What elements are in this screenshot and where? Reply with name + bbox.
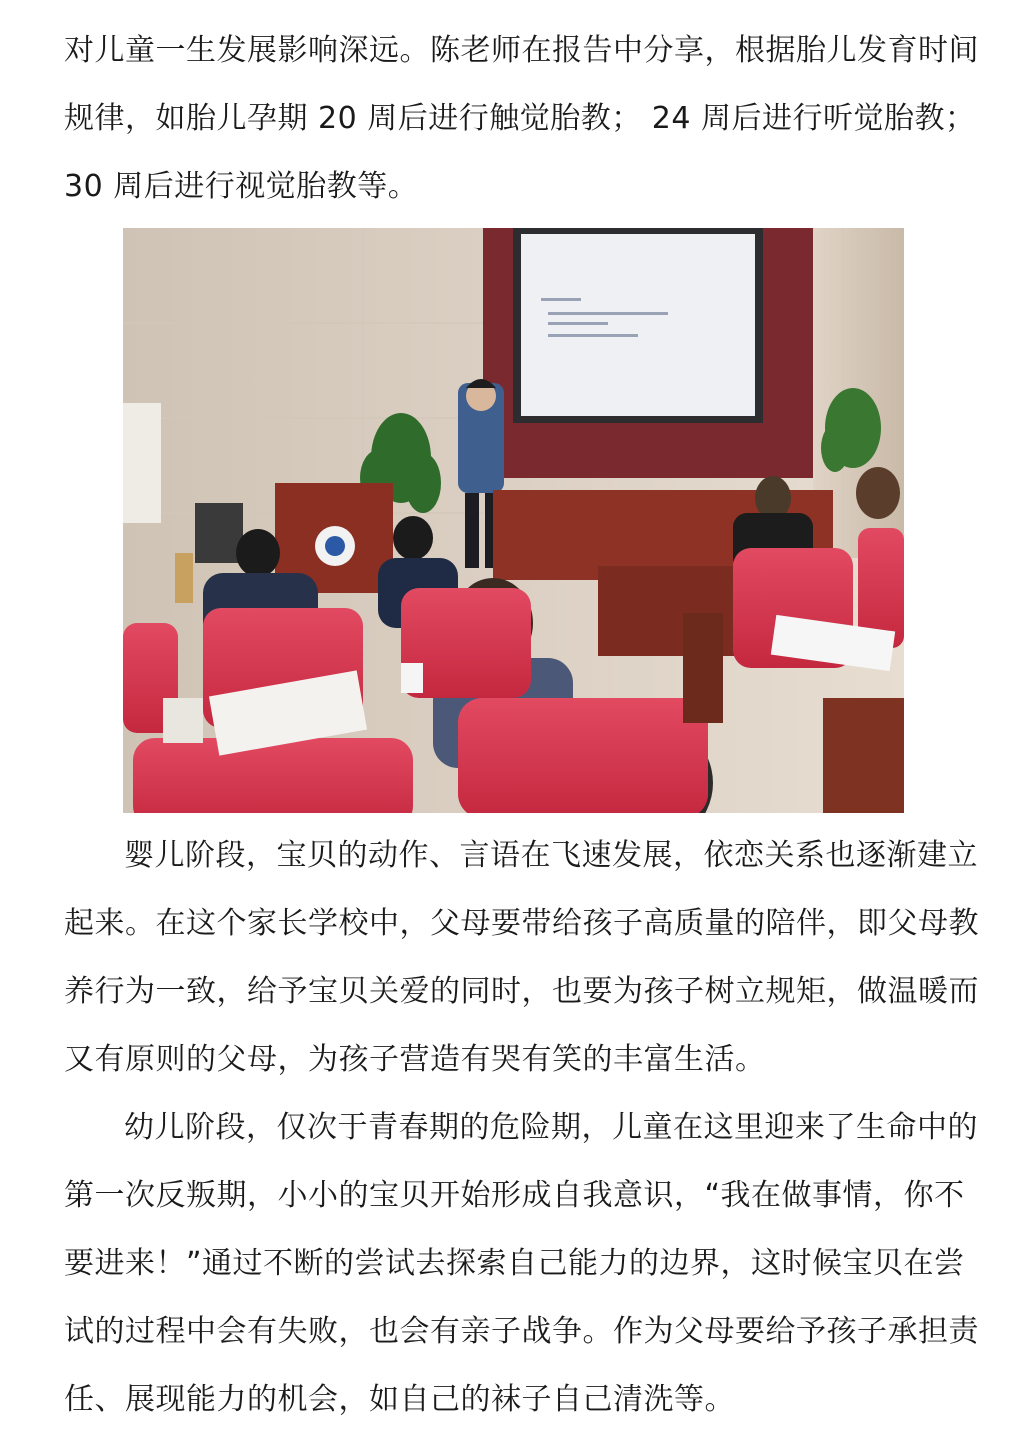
paragraph-toddler-stage xyxy=(64,1094,979,1434)
text-line: 对儿童一生发展影响深远。陈老师在报告中分享，根据胎儿发育时间 xyxy=(64,33,979,68)
text-line: 规律，如胎儿孕期 20 周后进行触觉胎教； 24 周后进行听觉胎教； xyxy=(64,101,976,136)
text-line: 养行为一致，给予宝贝关爱的同时，也要为孩子树立规矩，做温暖而 xyxy=(64,974,979,1009)
text-line: 要进来！”通过不断的尝试去探索自己能力的边界，这时候宝贝在尝 xyxy=(64,1246,965,1281)
text-line: 幼儿阶段，仅次于青春期的危险期，儿童在这里迎来了生命中的 xyxy=(124,1110,978,1145)
text-line: 又有原则的父母，为孩子营造有哭有笑的丰富生活。 xyxy=(64,1042,766,1077)
text-line: 起来。在这个家长学校中，父母要带给孩子高质量的陪伴，即父母教 xyxy=(64,906,979,941)
text-line: 试的过程中会有失败，也会有亲子战争。作为父母要给予孩子承担责 xyxy=(64,1314,979,1349)
text-line: 婴儿阶段，宝贝的动作、言语在飞速发展，依恋关系也逐渐建立 xyxy=(124,838,978,873)
text-line: 30 周后进行视觉胎教等。 xyxy=(64,169,419,204)
paragraph-intro xyxy=(64,17,979,221)
paragraph-infant-stage xyxy=(64,822,979,1094)
text-line: 任、展现能力的机会，如自己的袜子自己清洗等。 xyxy=(64,1382,735,1417)
lecture-photo xyxy=(123,228,904,813)
text-line: 第一次反叛期，小小的宝贝开始形成自我意识，“我在做事情，你不 xyxy=(64,1178,965,1213)
